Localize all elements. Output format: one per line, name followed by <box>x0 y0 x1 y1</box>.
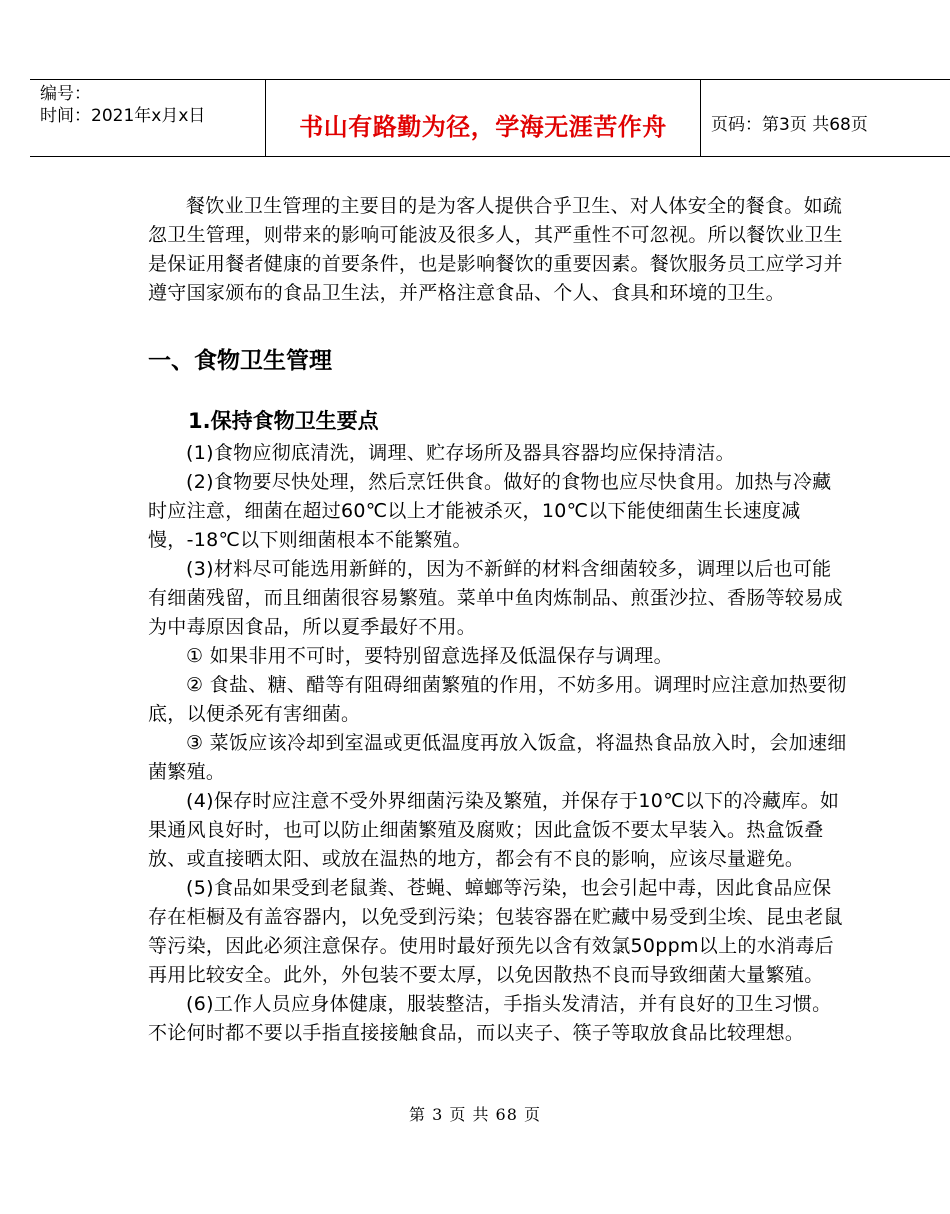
header-info-cell <box>30 80 265 156</box>
page-code: 页码：第3页 共68页 <box>711 115 868 135</box>
list-item: (2)食物要尽快处理，然后烹饪供食。做好的食物也应尽快食用。加热与冷藏时应注意，细菌在超过60℃以上才能被杀灭，10℃以下能使细菌生长速度减慢，-18℃以下则细菌根本不能繁殖。 <box>148 471 832 551</box>
list-item: (1)食物应彻底清洗，调理、贮存场所及器具容器均应保持清洁。 <box>186 442 735 464</box>
section-title: 一、食物卫生管理 <box>148 348 332 374</box>
list-item: ② 食盐、糖、醋等有阻碍细菌繁殖的作用，不妨多用。调理时应注意加热要彻底，以便杀死有害细菌。 <box>148 674 847 725</box>
list-item: ③ 菜饭应该冷却到室温或更低温度再放入饭盒，将温热食品放入时，会加速细菌繁殖。 <box>148 732 847 783</box>
list-item: ① 如果非用不可时，要特别留意选择及低温保存与调理。 <box>186 645 673 667</box>
header-page-cell <box>701 80 950 156</box>
page-footer: 第 3 页 共 68 页 <box>409 1105 541 1124</box>
serial-label: 编号： <box>40 84 91 104</box>
list-item: (5)食品如果受到老鼠粪、苍蝇、蟑螂等污染，也会引起中毒，因此食品应保存在柜橱及有盖容器内，以免受到污染；包装容器在贮藏中易受到尘埃、昆虫老鼠等污染，因此必须注意保存。使用时最好预先以含有效氯50ppm以上的水消毒后再用比较安全。此外，外包装不要太厚，以免因散热不良而导致细菌大量繁殖。 <box>148 877 843 986</box>
document-header <box>30 79 950 157</box>
header-motto-cell <box>265 80 701 156</box>
list-item: (6)工作人员应身体健康，服装整洁，手指头发清洁，并有良好的卫生习惯。不论何时都不要以手指直接接触食品，而以夹子、筷子等取放食品比较理想。 <box>148 993 832 1044</box>
sub-title: 1.保持食物卫生要点 <box>188 409 379 433</box>
list-item: (4)保存时应注意不受外界细菌污染及繁殖，并保存于10℃以下的冷藏库。如果通风良好时，也可以防止细菌繁殖及腐败；因此盒饭不要太早装入。热盒饭叠放、或直接晒太阳、或放在温热的地方，都会有不良的影响，应该尽量避免。 <box>148 790 840 870</box>
time-label: 时间：2021年x月x日 <box>40 106 206 126</box>
motto-text: 书山有路勤为径，学海无涯苦作舟 <box>299 113 667 141</box>
intro-paragraph: 餐饮业卫生管理的主要目的是为客人提供合乎卫生、对人体安全的餐食。如疏忽卫生管理，则带来的影响可能波及很多人，其严重性不可忽视。所以餐饮业卫生是保证用餐者健康的首要条件，也是影响餐饮的重要因素。餐饮服务员工应学习并遵守国家颁布的食品卫生法，并严格注意食品、个人、食具和环境的卫生。 <box>148 195 843 304</box>
document-body <box>148 192 848 1048</box>
list-item: (3)材料尽可能选用新鲜的，因为不新鲜的材料含细菌较多，调理以后也可能有细菌残留，而且细菌很容易繁殖。菜单中鱼肉炼制品、煎蛋沙拉、香肠等较易成为中毒原因食品，所以夏季最好不用。 <box>148 558 843 638</box>
